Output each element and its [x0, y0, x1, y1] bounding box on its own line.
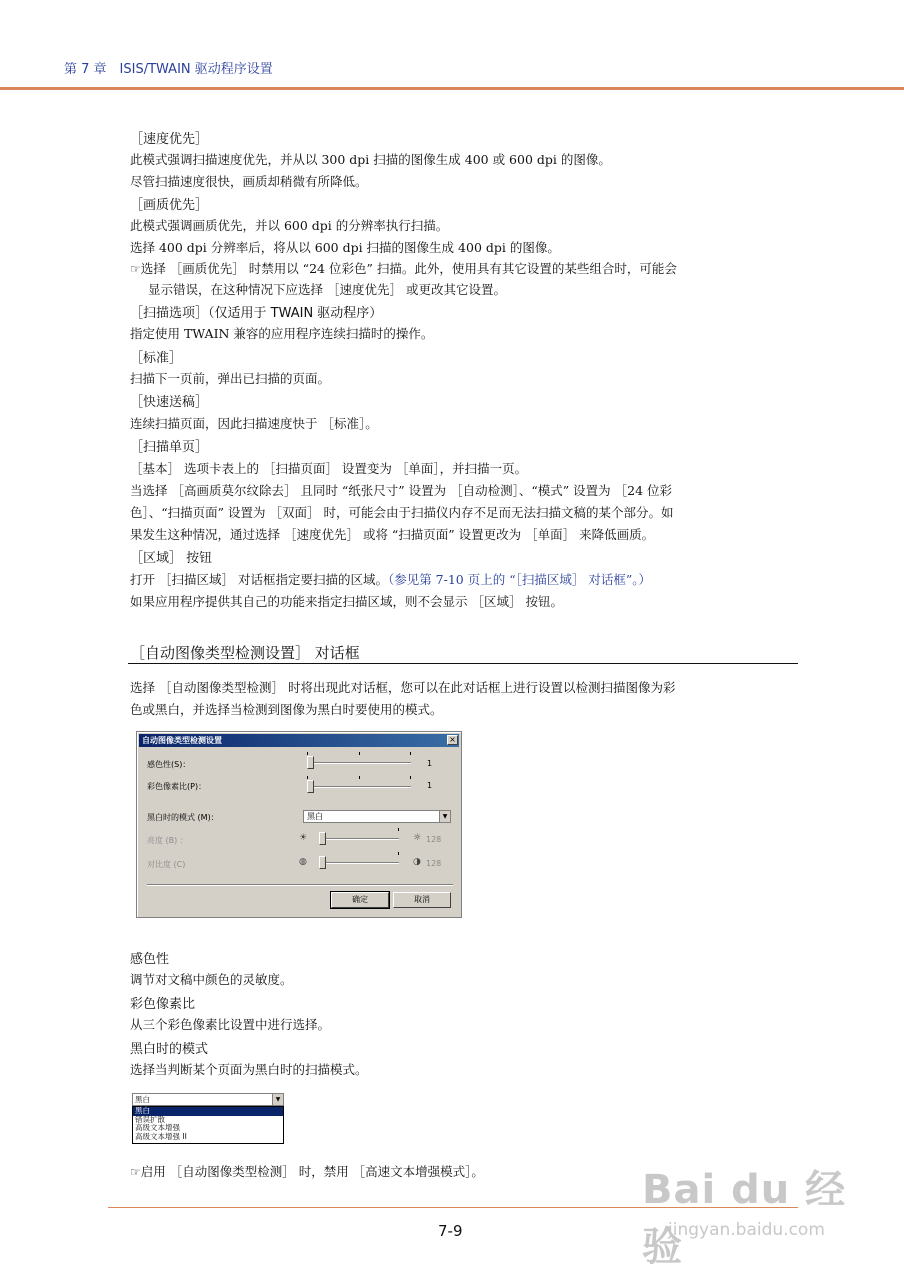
- bw-mode-text: 选择当判断某个页面为黑白时的扫描模式。: [130, 1062, 368, 1077]
- contrast-value: 128: [426, 859, 442, 868]
- dialog-intro-2: 色或黑白，并选择当检测到图像为黑白时要使用的模式。: [130, 702, 443, 717]
- page-number: 7-9: [438, 1222, 463, 1240]
- quality-note-text: 选择 ［画质优先］ 时禁用以 “24 位彩色” 扫描。此外，使用具有其它设置的某些组合时，可能会: [140, 261, 677, 276]
- standard-heading: ［标准］: [130, 351, 183, 366]
- color-ratio-label: 彩色像素比(P)：: [147, 782, 207, 791]
- chapter-header: 第 7 章 ISIS/TWAIN 驱动程序设置: [64, 62, 273, 77]
- final-note-text: 启用 ［自动图像类型检测］ 时，禁用 ［高速文本增强模式］。: [140, 1164, 484, 1179]
- bw-mode-select[interactable]: [303, 810, 451, 823]
- baidu-watermark: [638, 1158, 878, 1268]
- slider-thumb[interactable]: [319, 856, 326, 869]
- speed-priority-text-2: 尽管扫描速度很快，画质却稍微有所降低。: [130, 174, 368, 189]
- slider-tick: [398, 828, 399, 831]
- area-text-2: 如果应用程序提供其自己的功能来指定扫描区域，则不会显示 ［区域］ 按钮。: [130, 594, 563, 609]
- quality-note-line-1: [130, 259, 677, 277]
- quality-priority-text-2: 选择 400 dpi 分辨率后，将从以 600 dpi 扫描的图像生成 400 dpi 的图像。: [130, 240, 560, 255]
- brightness-high-icon: ☼: [413, 833, 422, 843]
- scan-option-text: 指定使用 TWAIN 兼容的应用程序连续扫描时的操作。: [130, 326, 434, 341]
- dropdown-option[interactable]: 错误扩散: [135, 1114, 165, 1124]
- single-page-heading: ［扫描单页］: [130, 440, 209, 455]
- slider-tick: [398, 852, 399, 855]
- speed-priority-heading: ［速度优先］: [130, 132, 209, 147]
- slider-tick: [410, 776, 411, 779]
- quality-priority-text-1: 此模式强调画质优先，并以 600 dpi 的分辨率执行扫描。: [130, 218, 449, 233]
- slider-track: [307, 762, 411, 764]
- header-divider: [0, 87, 904, 90]
- color-ratio-text: 从三个彩色像素比设置中进行选择。: [130, 1017, 331, 1032]
- chevron-down-icon[interactable]: ▼: [272, 1094, 283, 1105]
- dropdown-option[interactable]: 高级文本增强 II: [135, 1131, 187, 1141]
- bw-mode-heading: 黑白时的模式: [130, 1042, 209, 1057]
- bw-mode-label: 黑白时的模式 (M)：: [147, 813, 219, 822]
- slider-track: [319, 862, 399, 864]
- area-text-main: 打开 ［扫描区域］ 对话框指定要扫描的区域。: [130, 572, 388, 587]
- area-button-heading: ［区域］ 按钮: [130, 551, 213, 566]
- slider-tick: [307, 776, 308, 779]
- slider-tick: [410, 752, 411, 755]
- chevron-down-icon[interactable]: ▼: [439, 811, 450, 822]
- fast-feed-heading: ［快速送稿］: [130, 395, 209, 410]
- auto-detect-dialog: [136, 731, 462, 918]
- standard-text: 扫描下一页前，弹出已扫描的页面。: [130, 371, 331, 386]
- dialog-section-underline: [128, 663, 798, 664]
- contrast-slider[interactable]: [319, 856, 399, 870]
- note-icon: ☞: [130, 1165, 141, 1179]
- contrast-high-icon: ◑: [413, 857, 421, 867]
- color-ratio-slider[interactable]: [307, 780, 411, 794]
- single-page-text-3: 色］、“扫描页面” 设置为 ［双面］ 时，可能会由于扫描仪内存不足而无法扫描文稿的某个部分。如: [130, 505, 674, 520]
- slider-track: [319, 838, 399, 840]
- watermark-url: jingyan.baidu.com: [668, 1220, 825, 1240]
- single-page-text-4: 果发生这种情况，通过选择 ［速度优先］ 或将 “扫描页面” 设置更改为 ［单面］ 来降低画质。: [130, 527, 655, 542]
- dialog-intro-1: 选择 ［自动图像类型检测］ 时将出现此对话框，您可以在此对话框上进行设置以检测扫描图像为彩: [130, 680, 676, 695]
- dialog-separator: [147, 884, 453, 886]
- sensitivity-slider[interactable]: [307, 756, 411, 770]
- dropdown-option[interactable]: 黑白: [133, 1107, 283, 1116]
- sensitivity-label: 感色性(S)：: [147, 760, 191, 769]
- slider-tick: [307, 752, 308, 755]
- bw-mode-dropdown-example: [132, 1093, 284, 1145]
- dropdown-selected-value: 黑白: [135, 1095, 150, 1104]
- sensitivity-value: 1: [427, 759, 433, 768]
- close-icon[interactable]: ×: [447, 735, 458, 745]
- slider-thumb[interactable]: [307, 756, 314, 769]
- quality-note-line-2: 显示错误，在这种情况下应选择 ［速度优先］ 或更改其它设置。: [148, 282, 506, 297]
- quality-priority-heading: ［画质优先］: [130, 198, 209, 213]
- slider-tick: [359, 776, 360, 779]
- dialog-title: 自动图像类型检测设置: [139, 734, 459, 747]
- dropdown-header[interactable]: [132, 1093, 284, 1106]
- scan-option-heading: ［扫描选项］（仅适用于 TWAIN 驱动程序）: [130, 306, 383, 321]
- contrast-low-icon: ◍: [299, 857, 307, 867]
- color-ratio-heading: 彩色像素比: [130, 997, 196, 1012]
- slider-thumb[interactable]: [307, 780, 314, 793]
- cancel-button[interactable]: 取消: [393, 892, 451, 908]
- brightness-label: 亮度 (B) ：: [147, 836, 188, 845]
- slider-thumb[interactable]: [319, 832, 326, 845]
- brightness-low-icon: ☀: [299, 833, 308, 843]
- final-note: [130, 1162, 484, 1180]
- brightness-slider[interactable]: [319, 832, 399, 846]
- speed-priority-text-1: 此模式强调扫描速度优先，并从以 300 dpi 扫描的图像生成 400 或 600 dpi 的图像。: [130, 152, 611, 167]
- dialog-section-heading: ［自动图像类型检测设置］ 对话框: [130, 644, 360, 662]
- area-text-1: [130, 570, 651, 588]
- slider-tick: [359, 752, 360, 755]
- dropdown-list: [132, 1106, 284, 1144]
- area-cross-reference-link[interactable]: （参见第 7-10 页上的 “［扫描区域］ 对话框”。）: [387, 572, 651, 587]
- sensitivity-heading: 感色性: [130, 952, 170, 967]
- bw-mode-value: 黑白: [307, 812, 323, 821]
- slider-track: [307, 786, 411, 788]
- brightness-value: 128: [426, 835, 442, 844]
- dropdown-option[interactable]: 高级文本增强: [135, 1123, 180, 1132]
- contrast-label: 对比度 (C): [147, 860, 186, 869]
- single-page-text-2: 当选择 ［高画质莫尔纹除去］ 且同时 “纸张尺寸” 设置为 ［自动检测］、“模式” 设置为 ［24 位彩: [130, 483, 673, 498]
- sensitivity-text: 调节对文稿中颜色的灵敏度。: [130, 972, 293, 987]
- fast-feed-text: 连续扫描页面，因此扫描速度快于 ［标准］。: [130, 416, 378, 431]
- watermark-logo: Bai du 经验: [642, 1167, 847, 1270]
- ok-button[interactable]: 确定: [331, 892, 389, 908]
- note-icon: ☞: [130, 262, 141, 276]
- single-page-text-1: ［基本］ 选项卡表上的 ［扫描页面］ 设置变为 ［单面］，并扫描一页。: [130, 461, 528, 476]
- color-ratio-value: 1: [427, 781, 433, 790]
